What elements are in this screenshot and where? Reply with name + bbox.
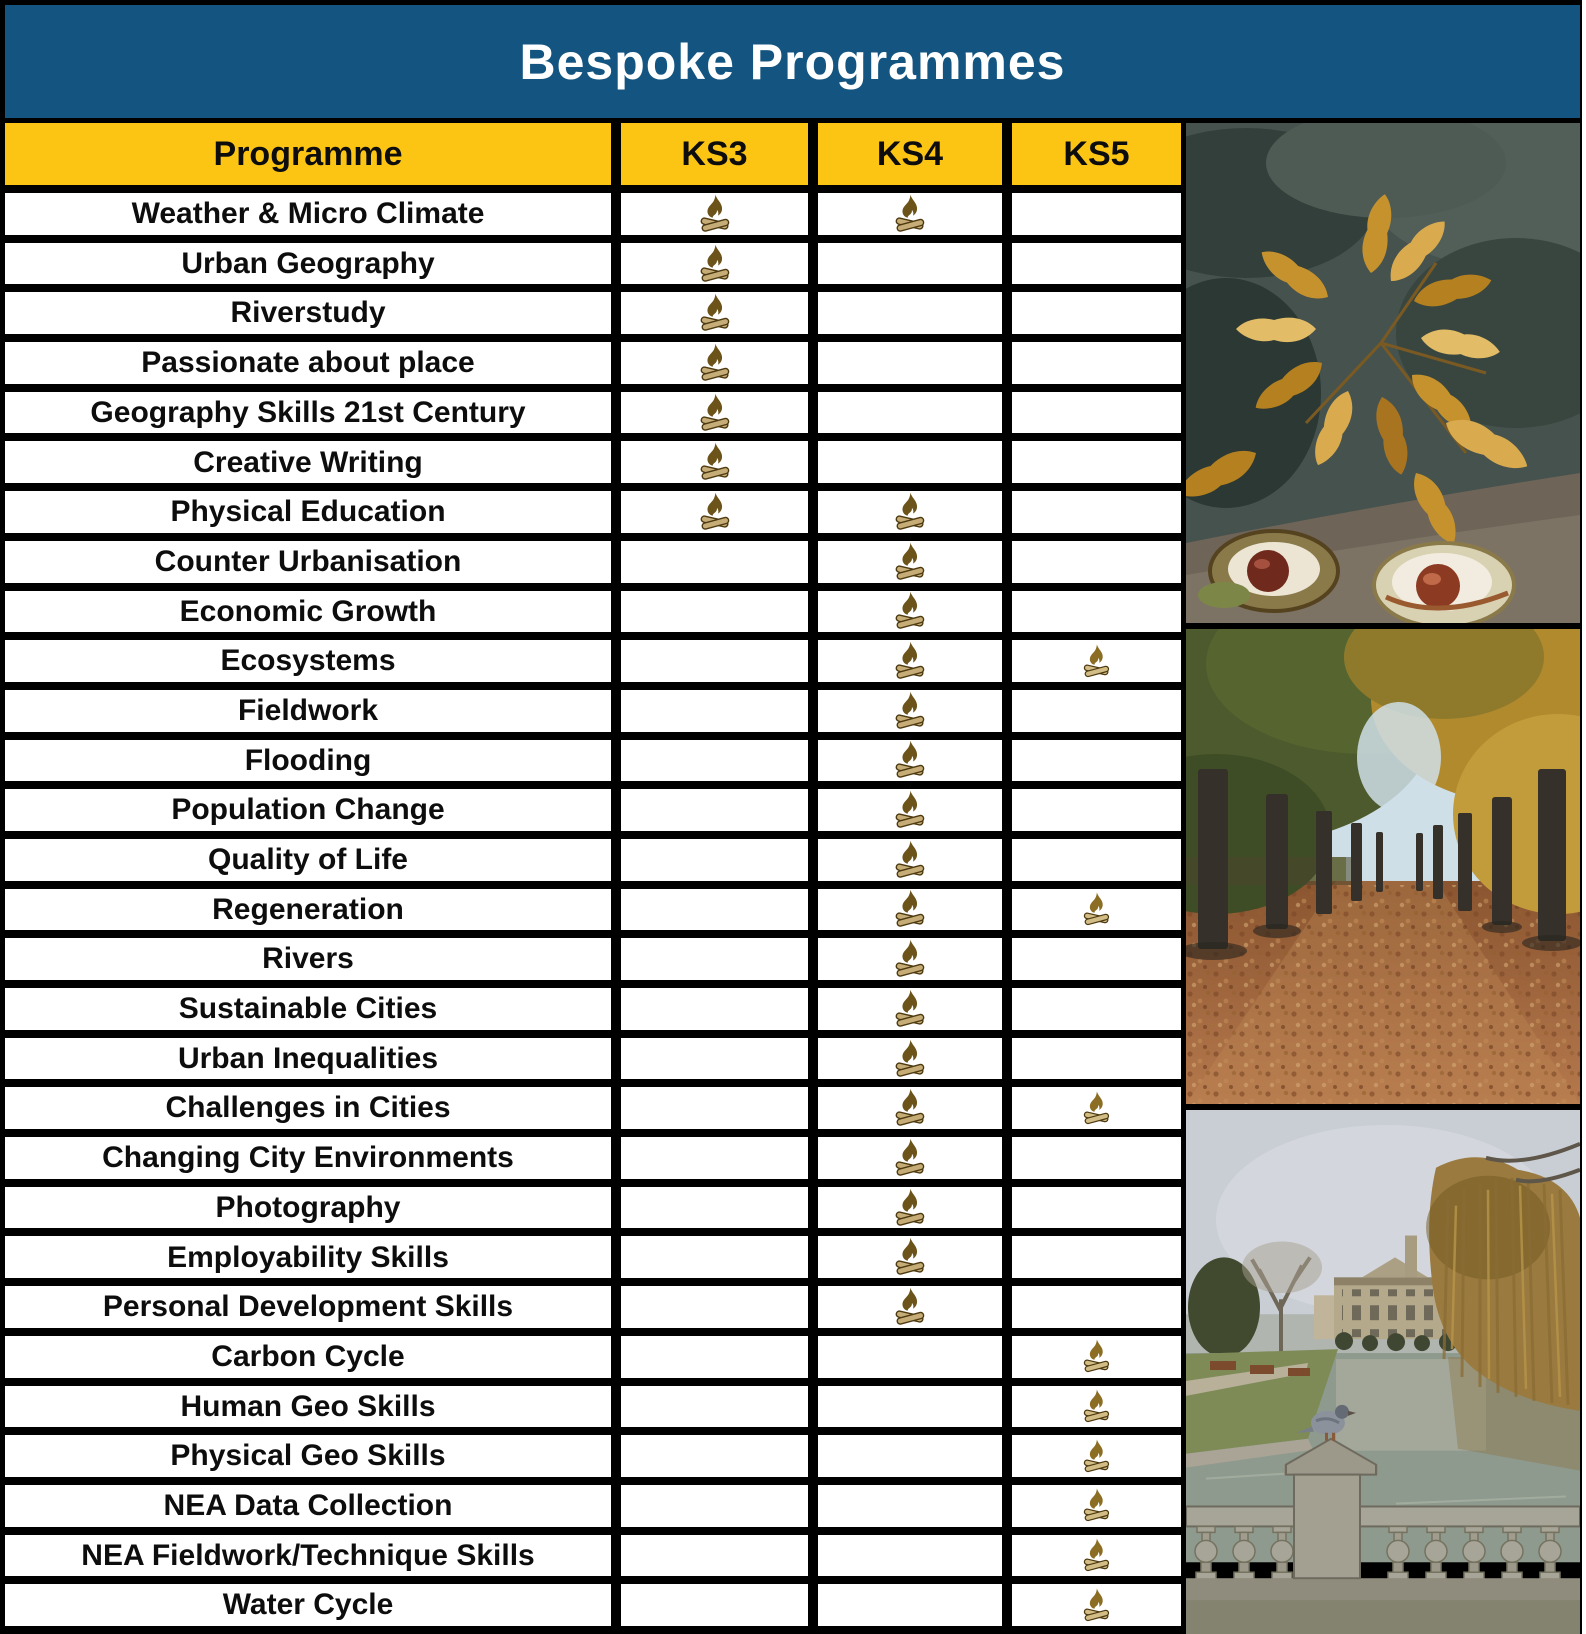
ks5-cell bbox=[1012, 1187, 1181, 1229]
photo-autumn-avenue-of-trees bbox=[1186, 629, 1580, 1104]
ks5-cell bbox=[1012, 1087, 1181, 1129]
programme-cell: Human Geo Skills bbox=[5, 1386, 611, 1428]
ks5-cell bbox=[1012, 591, 1181, 633]
ks3-cell bbox=[621, 1386, 808, 1428]
programme-cell: Population Change bbox=[5, 789, 611, 831]
programme-cell: Physical Geo Skills bbox=[5, 1435, 611, 1477]
ks4-cell bbox=[818, 1485, 1002, 1527]
ks4-cell bbox=[818, 1087, 1002, 1129]
campfire-icon bbox=[1078, 1090, 1115, 1127]
ks5-cell bbox=[1012, 1286, 1181, 1328]
campfire-icon bbox=[889, 988, 931, 1030]
ks5-cell bbox=[1012, 441, 1181, 483]
ks3-cell bbox=[621, 392, 808, 434]
programme-cell: Creative Writing bbox=[5, 441, 611, 483]
ks3-cell bbox=[621, 938, 808, 980]
campfire-icon bbox=[1078, 1388, 1115, 1425]
ks5-cell bbox=[1012, 740, 1181, 782]
programme-cell: Fieldwork bbox=[5, 690, 611, 732]
ks5-cell bbox=[1012, 342, 1181, 384]
ks4-cell bbox=[818, 1038, 1002, 1080]
campfire-icon bbox=[1078, 891, 1115, 928]
ks3-cell bbox=[621, 1336, 808, 1378]
ks4-cell bbox=[818, 1435, 1002, 1477]
ks3-cell bbox=[621, 193, 808, 235]
campfire-icon bbox=[889, 739, 931, 781]
ks5-cell bbox=[1012, 243, 1181, 285]
ks5-cell bbox=[1012, 491, 1181, 533]
ks3-cell bbox=[621, 1435, 808, 1477]
ks4-cell bbox=[818, 292, 1002, 334]
ks4-cell bbox=[818, 591, 1002, 633]
programme-cell: Photography bbox=[5, 1187, 611, 1229]
programme-cell: Urban Geography bbox=[5, 243, 611, 285]
campfire-icon bbox=[1078, 643, 1115, 680]
photo-autumn-oak-leaves-and-conkers bbox=[1186, 123, 1580, 623]
campfire-icon bbox=[694, 193, 736, 235]
campfire-icon bbox=[694, 292, 736, 334]
ks5-cell bbox=[1012, 1038, 1181, 1080]
programmes-table bbox=[5, 123, 1181, 1626]
ks4-cell bbox=[818, 243, 1002, 285]
campfire-icon bbox=[889, 1187, 931, 1229]
ks4-cell bbox=[818, 1286, 1002, 1328]
ks3-cell bbox=[621, 889, 808, 931]
campfire-icon bbox=[889, 1087, 931, 1129]
campfire-icon bbox=[889, 640, 931, 682]
campfire-icon bbox=[889, 491, 931, 533]
ks4-cell bbox=[818, 789, 1002, 831]
ks5-cell bbox=[1012, 938, 1181, 980]
ks3-cell bbox=[621, 740, 808, 782]
ks4-cell bbox=[818, 193, 1002, 235]
ks4-cell bbox=[818, 889, 1002, 931]
campfire-icon bbox=[1078, 1438, 1115, 1475]
campfire-icon bbox=[1078, 1487, 1115, 1524]
ks5-cell bbox=[1012, 1584, 1181, 1626]
ks3-cell bbox=[621, 243, 808, 285]
ks3-cell bbox=[621, 1187, 808, 1229]
campfire-icon bbox=[1078, 1338, 1115, 1375]
programme-cell: Carbon Cycle bbox=[5, 1336, 611, 1378]
campfire-icon bbox=[694, 441, 736, 483]
ks4-cell bbox=[818, 1187, 1002, 1229]
column-header-ks5: KS5 bbox=[1012, 123, 1181, 185]
ks5-cell bbox=[1012, 988, 1181, 1030]
campfire-icon bbox=[694, 342, 736, 384]
ks5-cell bbox=[1012, 640, 1181, 682]
title-banner bbox=[5, 5, 1580, 118]
ks3-cell bbox=[621, 1584, 808, 1626]
ks5-cell bbox=[1012, 1137, 1181, 1179]
ks4-cell bbox=[818, 1336, 1002, 1378]
ks5-cell bbox=[1012, 541, 1181, 583]
ks3-cell bbox=[621, 988, 808, 1030]
ks3-cell bbox=[621, 1485, 808, 1527]
programme-cell: Weather & Micro Climate bbox=[5, 193, 611, 235]
programme-cell: NEA Fieldwork/Technique Skills bbox=[5, 1535, 611, 1577]
ks4-cell bbox=[818, 938, 1002, 980]
programme-cell: Counter Urbanisation bbox=[5, 541, 611, 583]
campfire-icon bbox=[694, 243, 736, 285]
campfire-icon bbox=[889, 1038, 931, 1080]
column-header-programme: Programme bbox=[5, 123, 611, 185]
ks3-cell bbox=[621, 1038, 808, 1080]
campfire-icon bbox=[889, 590, 931, 632]
ks5-cell bbox=[1012, 1386, 1181, 1428]
ks3-cell bbox=[621, 441, 808, 483]
ks3-cell bbox=[621, 1087, 808, 1129]
ks4-cell bbox=[818, 1584, 1002, 1626]
campfire-icon bbox=[694, 491, 736, 533]
ks5-cell bbox=[1012, 690, 1181, 732]
ks5-cell bbox=[1012, 392, 1181, 434]
campfire-icon bbox=[1078, 1537, 1115, 1574]
ks5-cell bbox=[1012, 1336, 1181, 1378]
programme-cell: Riverstudy bbox=[5, 292, 611, 334]
campfire-icon bbox=[889, 789, 931, 831]
programme-cell: Rivers bbox=[5, 938, 611, 980]
ks4-cell bbox=[818, 1236, 1002, 1278]
ks5-cell bbox=[1012, 292, 1181, 334]
ks3-cell bbox=[621, 292, 808, 334]
programme-cell: Geography Skills 21st Century bbox=[5, 392, 611, 434]
ks3-cell bbox=[621, 342, 808, 384]
programme-cell: Economic Growth bbox=[5, 591, 611, 633]
programme-cell: Challenges in Cities bbox=[5, 1087, 611, 1129]
campfire-icon bbox=[889, 888, 931, 930]
ks3-cell bbox=[621, 591, 808, 633]
campfire-icon bbox=[889, 938, 931, 980]
programme-cell: Personal Development Skills bbox=[5, 1286, 611, 1328]
ks4-cell bbox=[818, 1137, 1002, 1179]
ks3-cell bbox=[621, 1137, 808, 1179]
ks3-cell bbox=[621, 1286, 808, 1328]
ks3-cell bbox=[621, 541, 808, 583]
ks3-cell bbox=[621, 1535, 808, 1577]
campfire-icon bbox=[889, 541, 931, 583]
programme-cell: NEA Data Collection bbox=[5, 1485, 611, 1527]
campfire-icon bbox=[889, 839, 931, 881]
column-header-ks3: KS3 bbox=[621, 123, 808, 185]
ks5-cell bbox=[1012, 1236, 1181, 1278]
ks5-cell bbox=[1012, 789, 1181, 831]
ks4-cell bbox=[818, 640, 1002, 682]
programme-cell: Sustainable Cities bbox=[5, 988, 611, 1030]
campfire-icon bbox=[889, 1236, 931, 1278]
ks5-cell bbox=[1012, 1535, 1181, 1577]
ks4-cell bbox=[818, 839, 1002, 881]
ks4-cell bbox=[818, 1535, 1002, 1577]
ks3-cell bbox=[621, 1236, 808, 1278]
ks4-cell bbox=[818, 541, 1002, 583]
campfire-icon bbox=[1078, 1587, 1115, 1624]
photo-lake-stately-home-balustrade-pigeon bbox=[1186, 1110, 1580, 1634]
ks5-cell bbox=[1012, 1485, 1181, 1527]
programme-cell: Regeneration bbox=[5, 889, 611, 931]
ks4-cell bbox=[818, 1386, 1002, 1428]
campfire-icon bbox=[889, 690, 931, 732]
ks4-cell bbox=[818, 740, 1002, 782]
ks4-cell bbox=[818, 392, 1002, 434]
programme-cell: Employability Skills bbox=[5, 1236, 611, 1278]
programme-cell: Physical Education bbox=[5, 491, 611, 533]
ks5-cell bbox=[1012, 193, 1181, 235]
campfire-icon bbox=[889, 193, 931, 235]
campfire-icon bbox=[889, 1286, 931, 1328]
ks5-cell bbox=[1012, 889, 1181, 931]
conker-shell-right bbox=[1374, 543, 1514, 623]
ks3-cell bbox=[621, 839, 808, 881]
ks3-cell bbox=[621, 640, 808, 682]
campfire-icon bbox=[694, 392, 736, 434]
ks3-cell bbox=[621, 789, 808, 831]
campfire-icon bbox=[889, 1137, 931, 1179]
page-edge-sliver bbox=[1582, 0, 1586, 1634]
ks5-cell bbox=[1012, 1435, 1181, 1477]
programme-cell: Passionate about place bbox=[5, 342, 611, 384]
ks4-cell bbox=[818, 342, 1002, 384]
ks3-cell bbox=[621, 491, 808, 533]
ks4-cell bbox=[818, 491, 1002, 533]
programme-cell: Urban Inequalities bbox=[5, 1038, 611, 1080]
ks4-cell bbox=[818, 988, 1002, 1030]
programme-cell: Water Cycle bbox=[5, 1584, 611, 1626]
ks5-cell bbox=[1012, 839, 1181, 881]
programme-cell: Quality of Life bbox=[5, 839, 611, 881]
ks4-cell bbox=[818, 690, 1002, 732]
programme-cell: Ecosystems bbox=[5, 640, 611, 682]
programme-cell: Flooding bbox=[5, 740, 611, 782]
ks3-cell bbox=[621, 690, 808, 732]
photo-column bbox=[1186, 123, 1580, 1634]
programme-cell: Changing City Environments bbox=[5, 1137, 611, 1179]
column-header-ks4: KS4 bbox=[818, 123, 1002, 185]
ks4-cell bbox=[818, 441, 1002, 483]
page-title: Bespoke Programmes bbox=[519, 33, 1066, 90]
